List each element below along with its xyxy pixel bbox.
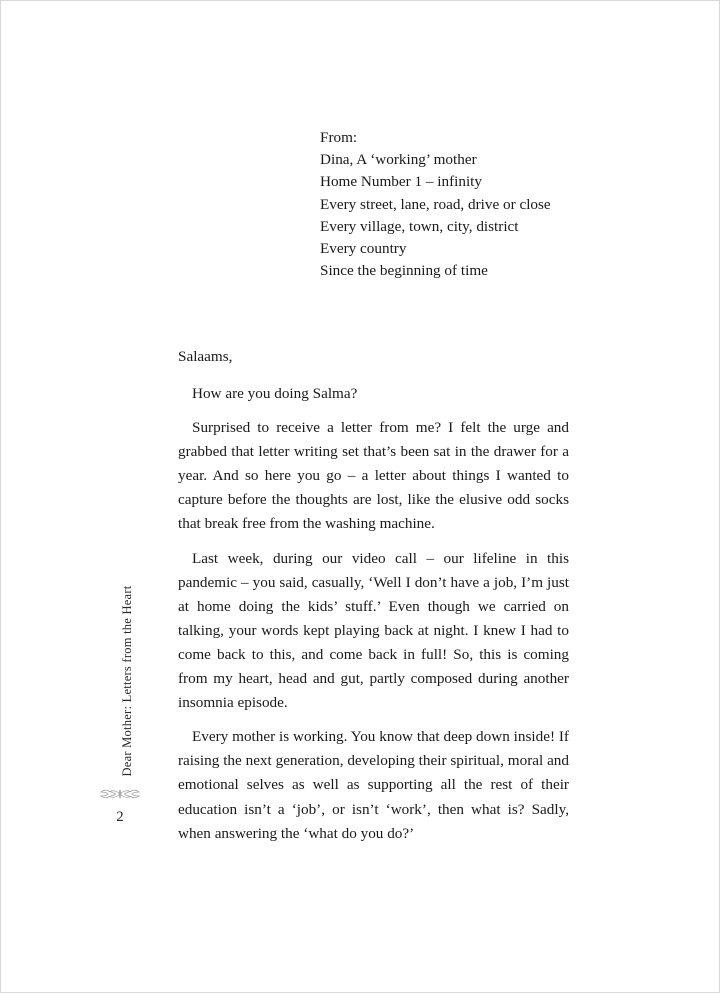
letter-paragraph: Surprised to receive a letter from me? I felt the urge and grabbed that letter writing set that’s been sat in the drawer for a year. And so here you go – a letter about things I wanted to capture before the thoughts are lost, like the elusive odd socks that break free from the washing machine.: [178, 419, 569, 533]
page-margin-furniture: [1, 1, 161, 994]
letter-body: [178, 345, 569, 846]
address-line: Home Number 1 – infinity: [320, 173, 482, 191]
address-line: From:: [320, 129, 358, 146]
address-line: Every village, town, city, district: [320, 217, 519, 235]
letter-address-block: [320, 127, 610, 282]
page-number: 2: [116, 809, 124, 825]
address-line: Every country: [320, 240, 407, 258]
letter-paragraph: Every mother is working. You know that deep down inside! If raising the next generation, developing their spiritual, moral and emotional selves as well as supporting all the rest of their education isn’t a ‘job’, or isn’t ‘work’, then what is? Sadly, when answering the ‘what do you do?’: [178, 728, 569, 842]
address-line: Since the beginning of time: [320, 262, 488, 280]
letter-salutation: Salaams,: [178, 348, 233, 365]
letter-paragraph: How are you doing Salma?: [192, 385, 358, 402]
letter-paragraph: Last week, during our video call – our lifeline in this pandemic – you said, casually, ‘Well I don’t have a job, I’m just at home doing the kids’ stuff.’ Even though we carried on talking, your words kept playing back at night. I knew I had to come back to this, and come back in full! So, this is coming from my heart, head and gut, partly composed during another insomnia episode.: [178, 549, 569, 712]
floral-fleuron-ornament: [99, 785, 141, 803]
address-line: Every street, lane, road, drive or close: [320, 195, 551, 213]
address-line: Dina, A ‘working’ mother: [320, 151, 477, 169]
running-head: Dear Mother: Letters from the Heart: [120, 585, 134, 777]
